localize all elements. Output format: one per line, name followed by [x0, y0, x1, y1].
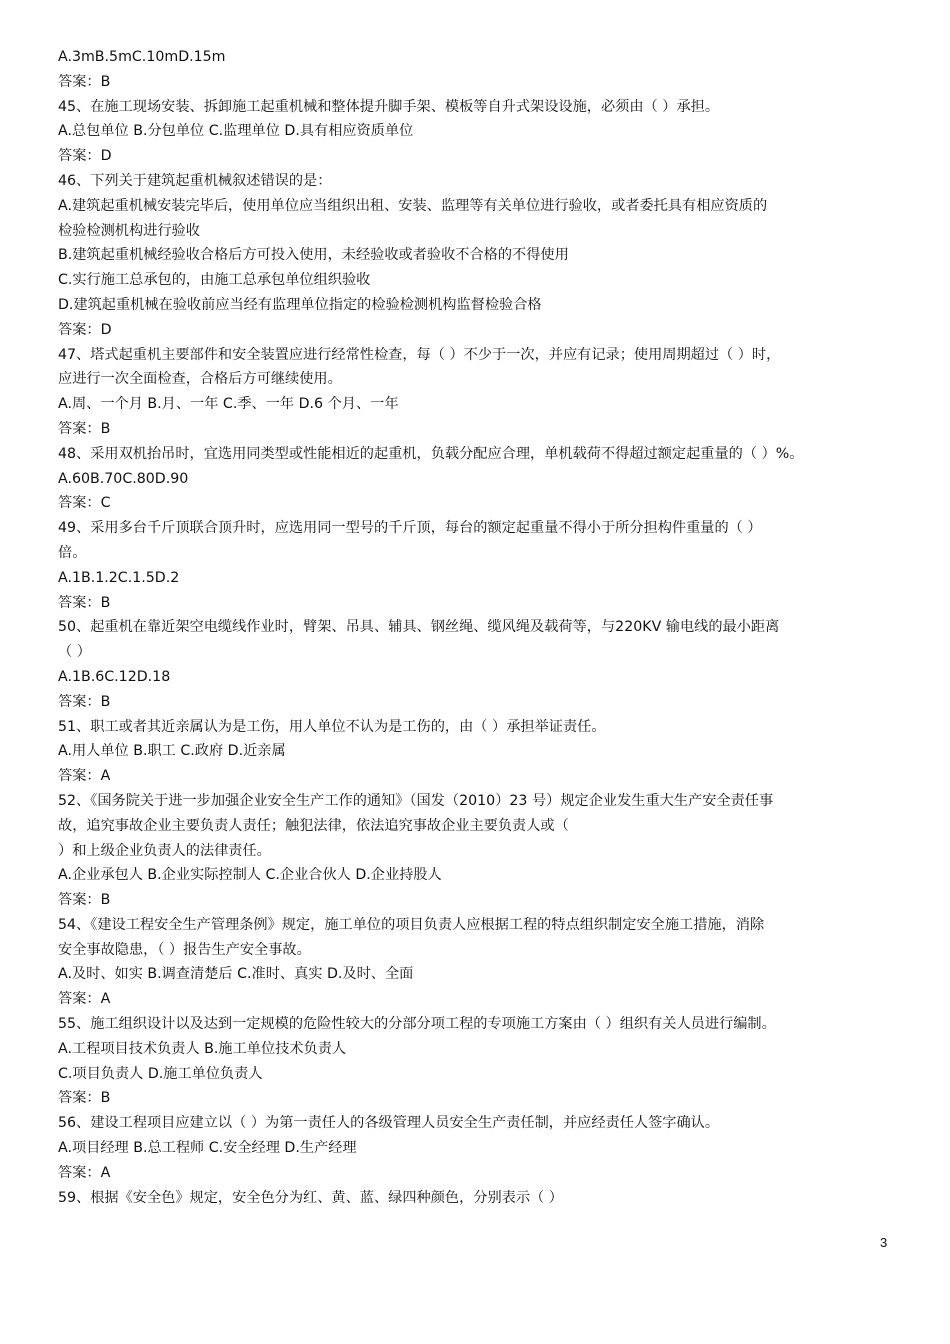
text-line: 答案：C [58, 495, 111, 512]
text-line: （ ） [58, 644, 91, 661]
text-line: A.总包单位 B.分包单位 C.监理单位 D.具有相应资质单位 [58, 123, 414, 140]
text-line: A.1B.6C.12D.18 [58, 668, 171, 685]
text-line: A.及时、如实 B.调查清楚后 C.准时、真实 D.及时、全面 [58, 966, 414, 983]
text-line: 答案：D [58, 321, 112, 338]
text-line: 45、在施工现场安装、拆卸施工起重机械和整体提升脚手架、模板等自升式架设设施，必须由（ ）承担。 [58, 98, 720, 115]
text-line: 倍。 [58, 544, 87, 561]
text-line: D.建筑起重机械在验收前应当经有监理单位指定的检验检测机构监督检验合格 [58, 296, 542, 313]
text-line: 答案：B [58, 1090, 111, 1107]
text-line: C.项目负责人 D.施工单位负责人 [58, 1065, 263, 1082]
text-line: 46、下列关于建筑起重机械叙述错误的是： [58, 172, 332, 189]
text-line: A.1B.1.2C.1.5D.2 [58, 569, 180, 586]
text-line: A.60B.70C.80D.90 [58, 470, 189, 487]
text-line: 答案：B [58, 594, 111, 611]
text-line: 应进行一次全面检查，合格后方可继续使用。 [58, 371, 342, 388]
text-line: A.项目经理 B.总工程师 C.安全经理 D.生产经理 [58, 1140, 357, 1157]
text-line: 50、起重机在靠近架空电缆线作业时，臂架、吊具、辅具、钢丝绳、缆风绳及载荷等，与220KV 输电线的最小距离 [58, 619, 780, 636]
text-line: 47、塔式起重机主要部件和安全装置应进行经常性检查，每（ ）不少于一次，并应有记录；使用周期超过（ ）时， [58, 346, 781, 363]
text-line: 48、采用双机抬吊时，宜选用同类型或性能相近的起重机，负载分配应合理，单机载荷不得超过额定起重量的（ ）%。 [58, 445, 804, 462]
text-line: 56、建设工程项目应建立以（ ）为第一责任人的各级管理人员安全生产责任制，并应经责任人签字确认。 [58, 1115, 720, 1132]
text-line: A.周、一个月 B.月、一年 C.季、一年 D.6 个月、一年 [58, 396, 399, 413]
text-line: A.工程项目技术负责人 B.施工单位技术负责人 [58, 1040, 347, 1057]
text-line: 故，追究事故企业主要负责人责任；触犯法律，依法追究事故企业主要负责人或（ [58, 817, 569, 834]
text-line: 答案：A [58, 768, 111, 785]
page-number: 3 [880, 1235, 888, 1250]
text-line: B.建筑起重机械经验收合格后方可投入使用，未经验收或者验收不合格的不得使用 [58, 247, 569, 264]
text-line: 54、《建设工程安全生产管理条例》规定，施工单位的项目负责人应根据工程的特点组织制定安全施工措施，消除 [58, 916, 765, 933]
text-line: 答案：B [58, 420, 111, 437]
text-line: A.建筑起重机械安装完毕后，使用单位应当组织出租、安装、监理等有关单位进行验收，或者委托具有相应资质的 [58, 197, 768, 214]
text-line: 49、采用多台千斤顶联合顶升时，应选用同一型号的千斤顶，每台的额定起重量不得小于所分担构件重量的（ ） [58, 520, 762, 537]
text-line: A.企业承包人 B.企业实际控制人 C.企业合伙人 D.企业持股人 [58, 867, 442, 884]
text-line: ）和上级企业负责人的法律责任。 [58, 842, 271, 859]
text-line: 检验检测机构进行验收 [58, 222, 200, 239]
text-line: C.实行施工总承包的，由施工总承包单位组织验收 [58, 272, 371, 289]
text-line: 答案：B [58, 693, 111, 710]
text-line: 52、《国务院关于进一步加强企业安全生产工作的通知》（国发（2010）23 号）规定企业发生重大生产安全责任事 [58, 792, 774, 809]
text-line: 51、职工或者其近亲属认为是工伤，用人单位不认为是工伤的，由（ ）承担举证责任。 [58, 718, 606, 735]
text-line: A.3mB.5mC.10mD.15m [58, 49, 226, 65]
document-body [58, 45, 903, 1210]
text-line: 答案：A [58, 1164, 111, 1181]
text-line: 安全事故隐患，（ ）报告生产安全事故。 [58, 941, 311, 958]
text-line: 答案：D [58, 148, 112, 165]
text-line: 答案：B [58, 73, 111, 90]
text-line: A.用人单位 B.职工 C.政府 D.近亲属 [58, 743, 286, 760]
text-line: 答案：A [58, 991, 111, 1008]
text-line: 55、施工组织设计以及达到一定规模的危险性较大的分部分项工程的专项施工方案由（ ）组织有关人员进行编制。 [58, 1016, 776, 1033]
text-line: 答案：B [58, 892, 111, 909]
text-line: 59、根据《安全色》规定，安全色分为红、黄、蓝、绿四种颜色，分别表示（ ） [58, 1189, 563, 1206]
